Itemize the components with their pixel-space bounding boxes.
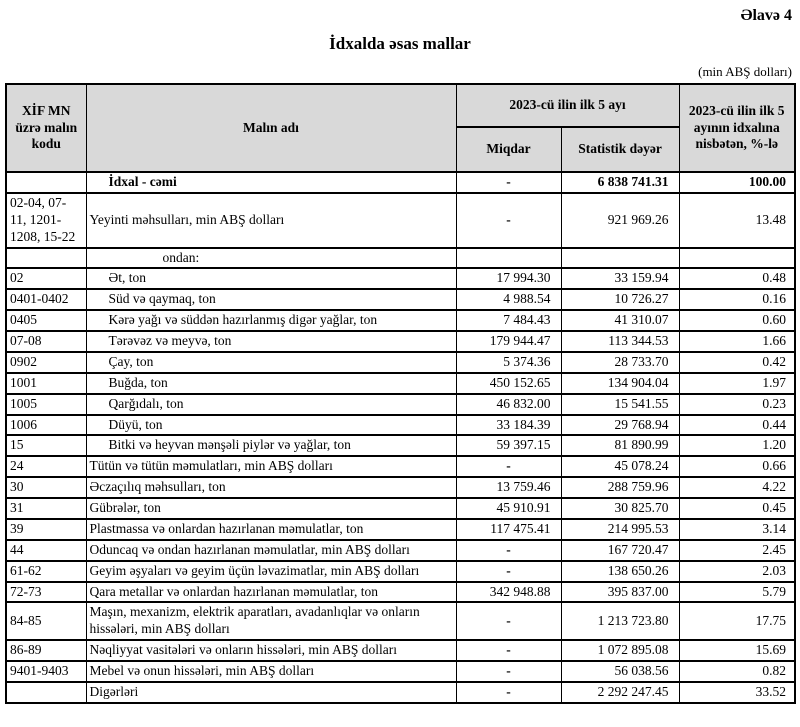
cell-code: 02: [6, 268, 86, 289]
header-row-top: [6, 84, 795, 127]
cell-share: 13.48: [679, 193, 795, 248]
cell-value: 10 726.27: [561, 289, 679, 310]
cell-code: 31: [6, 498, 86, 519]
cell-code: [6, 248, 86, 269]
cell-share: 0.44: [679, 415, 795, 436]
cell-quantity: -: [456, 640, 561, 661]
cell-name: Ət, ton: [86, 268, 456, 289]
cell-code: 9401-9403: [6, 661, 86, 682]
cell-code: 0405: [6, 310, 86, 331]
cell-quantity: 450 152.65: [456, 373, 561, 394]
cell-value: 167 720.47: [561, 540, 679, 561]
cell-name: Gübrələr, ton: [86, 498, 456, 519]
cell-value: 41 310.07: [561, 310, 679, 331]
cell-name: İdxal - cəmi: [86, 172, 456, 193]
cell-value: 1 072 895.08: [561, 640, 679, 661]
column-header-period: 2023-cü ilin ilk 5 ayı: [456, 84, 679, 127]
column-header-value: Statistik dəyər: [561, 127, 679, 172]
table-row: [6, 352, 795, 373]
cell-value: 30 825.70: [561, 498, 679, 519]
cell-share: 33.52: [679, 682, 795, 703]
cell-value: 1 213 723.80: [561, 602, 679, 640]
cell-quantity: -: [456, 682, 561, 703]
table-body: [6, 172, 795, 703]
cell-code: 72-73: [6, 582, 86, 603]
cell-name: Qarğıdalı, ton: [86, 394, 456, 415]
unit-note: (min ABŞ dolları): [698, 64, 792, 79]
column-header-quantity: Miqdar: [456, 127, 561, 172]
cell-quantity: -: [456, 661, 561, 682]
table-row: [6, 172, 795, 193]
cell-share: 0.48: [679, 268, 795, 289]
page-title: İdxalda əsas mallar: [329, 34, 471, 53]
cell-code: 02-04, 07-11, 1201-1208, 15-22: [6, 193, 86, 248]
cell-name: Digərləri: [86, 682, 456, 703]
cell-share: 0.60: [679, 310, 795, 331]
cell-share: 1.20: [679, 435, 795, 456]
cell-share: 15.69: [679, 640, 795, 661]
cell-code: 84-85: [6, 602, 86, 640]
cell-share: 0.45: [679, 498, 795, 519]
table-row: [6, 561, 795, 582]
table-row: [6, 540, 795, 561]
table-row: [6, 435, 795, 456]
cell-name: Geyim əşyaları və geyim üçün ləvazimatlar, min ABŞ dolları: [86, 561, 456, 582]
cell-share: 17.75: [679, 602, 795, 640]
cell-share: 4.22: [679, 477, 795, 498]
cell-code: 07-08: [6, 331, 86, 352]
cell-quantity: 17 994.30: [456, 268, 561, 289]
cell-code: 24: [6, 456, 86, 477]
cell-code: 1005: [6, 394, 86, 415]
cell-quantity: -: [456, 456, 561, 477]
table-row: [6, 310, 795, 331]
cell-value: 288 759.96: [561, 477, 679, 498]
table-row: [6, 456, 795, 477]
appendix-label: Əlavə 4: [740, 7, 792, 24]
table-row: [6, 582, 795, 603]
cell-value: 113 344.53: [561, 331, 679, 352]
cell-quantity: -: [456, 193, 561, 248]
cell-share: 0.16: [679, 289, 795, 310]
cell-name: Nəqliyyat vasitələri və onların hissələri, min ABŞ dolları: [86, 640, 456, 661]
cell-quantity: 46 832.00: [456, 394, 561, 415]
cell-share: 2.03: [679, 561, 795, 582]
table-row: [6, 602, 795, 640]
cell-share: 0.66: [679, 456, 795, 477]
cell-value: 2 292 247.45: [561, 682, 679, 703]
cell-value: 56 038.56: [561, 661, 679, 682]
cell-quantity: 33 184.39: [456, 415, 561, 436]
cell-value: 29 768.94: [561, 415, 679, 436]
cell-name: Süd və qaymaq, ton: [86, 289, 456, 310]
cell-name: Əczaçılıq məhsulları, ton: [86, 477, 456, 498]
cell-value: 395 837.00: [561, 582, 679, 603]
cell-quantity: 179 944.47: [456, 331, 561, 352]
cell-code: 1001: [6, 373, 86, 394]
cell-quantity: 117 475.41: [456, 519, 561, 540]
cell-name: Tütün və tütün məmulatları, min ABŞ dolları: [86, 456, 456, 477]
cell-value: 134 904.04: [561, 373, 679, 394]
cell-name: Düyü, ton: [86, 415, 456, 436]
table-row: [6, 682, 795, 703]
cell-value: 6 838 741.31: [561, 172, 679, 193]
cell-name: Yeyinti məhsulları, min ABŞ dolları: [86, 193, 456, 248]
column-header-share: 2023-cü ilin ilk 5 ayının idxalına nisbətən, %-lə: [679, 84, 795, 172]
cell-share: 0.82: [679, 661, 795, 682]
cell-share: 1.97: [679, 373, 795, 394]
cell-name: Çay, ton: [86, 352, 456, 373]
table-row: [6, 640, 795, 661]
cell-value: 138 650.26: [561, 561, 679, 582]
cell-value: 15 541.55: [561, 394, 679, 415]
cell-share: 100.00: [679, 172, 795, 193]
cell-code: [6, 172, 86, 193]
table-row: [6, 268, 795, 289]
table-row: [6, 248, 795, 269]
table-row: [6, 477, 795, 498]
cell-quantity: 4 988.54: [456, 289, 561, 310]
cell-share: 0.42: [679, 352, 795, 373]
cell-value: 81 890.99: [561, 435, 679, 456]
cell-code: 1006: [6, 415, 86, 436]
cell-code: 44: [6, 540, 86, 561]
cell-quantity: -: [456, 561, 561, 582]
cell-share: 1.66: [679, 331, 795, 352]
cell-quantity: 342 948.88: [456, 582, 561, 603]
cell-code: 61-62: [6, 561, 86, 582]
cell-share: 5.79: [679, 582, 795, 603]
cell-name: ondan:: [86, 248, 456, 269]
cell-name: Qara metallar və onlardan hazırlanan məmulatlar, ton: [86, 582, 456, 603]
cell-code: 0401-0402: [6, 289, 86, 310]
cell-code: 39: [6, 519, 86, 540]
cell-quantity: 5 374.36: [456, 352, 561, 373]
cell-code: 15: [6, 435, 86, 456]
cell-quantity: [456, 248, 561, 269]
cell-name: Tərəvəz və meyvə, ton: [86, 331, 456, 352]
table-row: [6, 289, 795, 310]
cell-quantity: 7 484.43: [456, 310, 561, 331]
table-row: [6, 394, 795, 415]
imports-table: [5, 83, 796, 704]
table-row: [6, 498, 795, 519]
table-row: [6, 373, 795, 394]
cell-share: 0.23: [679, 394, 795, 415]
cell-quantity: -: [456, 172, 561, 193]
cell-quantity: -: [456, 602, 561, 640]
cell-code: 86-89: [6, 640, 86, 661]
cell-value: 45 078.24: [561, 456, 679, 477]
cell-quantity: -: [456, 540, 561, 561]
cell-name: Maşın, mexanizm, elektrik aparatları, avadanlıqlar və onların hissələri, min ABŞ dolları: [86, 602, 456, 640]
cell-value: [561, 248, 679, 269]
cell-code: 30: [6, 477, 86, 498]
cell-code: [6, 682, 86, 703]
table-header: [6, 84, 795, 172]
table-row: [6, 519, 795, 540]
column-header-name: Malın adı: [86, 84, 456, 172]
cell-code: 0902: [6, 352, 86, 373]
cell-share: 3.14: [679, 519, 795, 540]
cell-name: Plastmassa və onlardan hazırlanan məmulatlar, ton: [86, 519, 456, 540]
cell-value: 28 733.70: [561, 352, 679, 373]
cell-name: Bitki və heyvan mənşəli piylər və yağlar, ton: [86, 435, 456, 456]
cell-name: Mebel və onun hissələri, min ABŞ dolları: [86, 661, 456, 682]
cell-name: Oduncaq və ondan hazırlanan məmulatlar, min ABŞ dolları: [86, 540, 456, 561]
cell-value: 33 159.94: [561, 268, 679, 289]
cell-quantity: 45 910.91: [456, 498, 561, 519]
cell-value: 214 995.53: [561, 519, 679, 540]
table-row: [6, 661, 795, 682]
cell-value: 921 969.26: [561, 193, 679, 248]
cell-quantity: 59 397.15: [456, 435, 561, 456]
cell-name: Buğda, ton: [86, 373, 456, 394]
cell-share: 2.45: [679, 540, 795, 561]
cell-quantity: 13 759.46: [456, 477, 561, 498]
cell-name: Kərə yağı və süddən hazırlanmış digər yağlar, ton: [86, 310, 456, 331]
table-row: [6, 331, 795, 352]
cell-share: [679, 248, 795, 269]
table-row: [6, 193, 795, 248]
table-row: [6, 415, 795, 436]
column-header-code: XİF MN üzrə malın kodu: [6, 84, 86, 172]
